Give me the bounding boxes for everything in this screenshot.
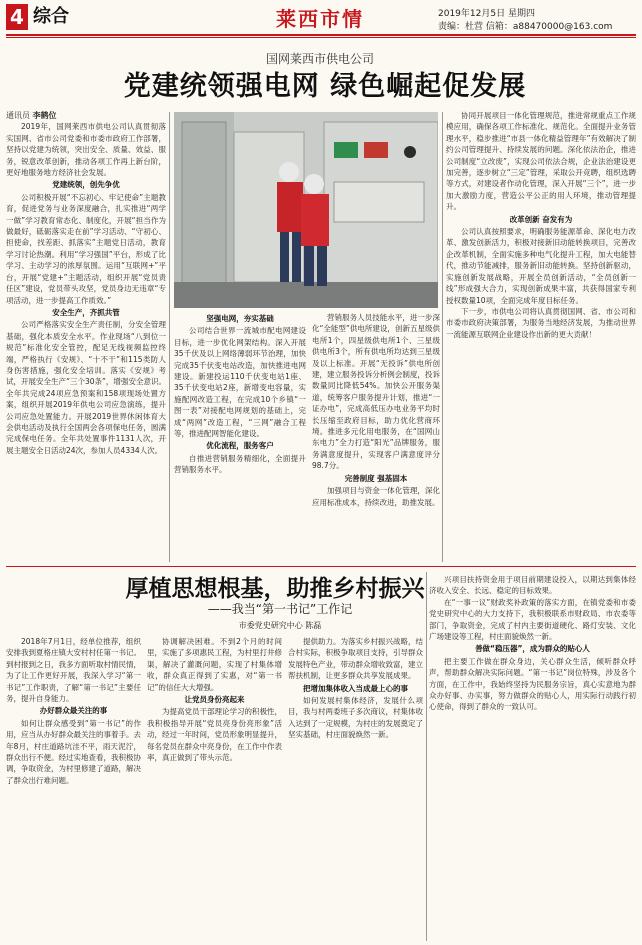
subheading: 优化流程，服务客户 — [206, 441, 274, 451]
article2-column-1 — [6, 636, 141, 941]
paragraph: 如何发展村集体经济，发展什么项目，我与村两委班子多次商议，村集体收入达到了一定规模，为村庄的发展奠定了坚实基础，村庄面貌焕然一新。 — [288, 696, 423, 740]
column-divider — [442, 112, 443, 562]
section-title: 综合 — [33, 6, 69, 27]
article1-column-3 — [312, 312, 440, 562]
article2-column-4 — [429, 574, 636, 941]
column-divider — [426, 572, 427, 941]
article1-photo-electricians — [174, 112, 438, 308]
paragraph: 把主要工作做在群众身边，关心群众生活，倾听群众呼声，帮助群众解决实际问题。“第一书记”岗位特殊，涉及各个方面，在工作中，我始终坚持为民服务宗旨，真心实意地为群众办好事、办实事，努力做群众的贴心人，用实际行动践行初心使命，得到了群众的一致认可。 — [429, 656, 636, 712]
article1-column-2 — [174, 312, 306, 562]
subheading: 党建统领，创先争优 — [52, 180, 120, 190]
subheading: 完善制度 强基固本 — [344, 473, 408, 483]
article1-kicker: 国网莱西市供电公司 — [265, 52, 374, 66]
byline-name: 李鹤位 — [32, 111, 57, 120]
article2-byline: 市委党史研究中心 陈磊 — [238, 621, 322, 630]
paragraph: 协同开展项目一体化管理规范，推进常规重点工作规模应用，确保各项工作标准化、规范化。全面提升业务管理水平，稳步推进“市县一体化精益管理年”有效解决了制约公司管理提升、持续发展的问题。深化依法治企，推进公司制度“立改废”，实现公司依法合规，企业法治建设更加完善，逐步树立“三定”管理，采取公开竞聘，组织选聘等方式，对建设者作动化管理，深入开展“三个”，进一步加大激励力度，营造公平公正的用人环境，推动管理提升。 — [446, 111, 636, 212]
paragraph: 2018年7月1日，经单位推荐，组织安排我到夏格庄镇大安村村任第一书记。到村报到之日，我多方面听取村情民情，为了让工作更好开展，我深入学习“第一书记”工作职责，了解“第一书记”主要任务，提升自身能力。 — [6, 637, 141, 704]
article-separator — [6, 566, 636, 567]
subheading: 善做“稳压器”，成为群众的贴心人 — [475, 644, 590, 654]
subheading: 办好群众最关注的事 — [39, 706, 108, 716]
article1-byline — [6, 110, 166, 121]
byline-label: 通讯员 — [6, 111, 30, 120]
subheading: 让党员身份亮起来 — [184, 695, 245, 705]
header-divider-thin — [6, 37, 636, 38]
subheading: 改革创新 奋发有为 — [509, 214, 573, 224]
paragraph: 公司结合世界一流城市配电网建设目标，进一步优化网架结构。深入开展35千伏及以上网络薄弱环节治理，加快完成35千伏变电站改造，加快推进电网建设。新建投运110千伏变电站1座、35千伏变电站2座，新增变电容量，实施配网改造工程，在完成10个乡镇“一图一表”对接配电网规划的基础上，完成“两网”改造工程，“三网”融合工程等，推进配网智能化建设。 — [174, 326, 306, 439]
column-divider — [169, 112, 170, 562]
article1-column-4 — [446, 110, 636, 562]
paragraph: 提供助力。为落实乡村振兴战略，结合村实际，积极争取项目支持，引导群众发展特色产业，带动群众增收致富，建立帮扶机制，让更多群众共享发展成果。 — [288, 637, 423, 681]
article2-subtitle: ——我当“第一书记”工作记 — [207, 602, 353, 616]
editor-contact: 责编：杜营 信箱：a88470000@163.com — [438, 22, 613, 32]
paragraph: 营销服务人员技能水平，进一步深化“全能型”供电所建设，创新五星级供电所1个，四星级供电所1个、三星级供电所3个，所有供电所均达到三星级及以上标准。开展“无投诉”供电所创建，建立服务投诉分析例会制度，投诉数量同比降低54%。加快公开服务渠道，统筹客户服务提升计划，推进“一证办电”，完成高低压办电业务平均时长压缩至政府目标，助力优化营商环境。推进多元化用电服务，在“国网山东电力”全力打造“阳光”品牌服务，服务满意度提升，实现客户满意度评分98.7分。 — [312, 313, 440, 471]
paragraph: 公司积极开展“不忘初心、牢记使命”主题教育，促进党务与业务深度融合，扎实推进“两学一做”学习教育常态化、制度化，开展“担当作为做最好，砥砺落实走在前”学习活动、“守初心、担使命，找差距、抓落实”主题党日活动，教育学习讨论热潮。利用“学习强国”平台，形成了比学习、主动学习的浓厚氛围。运用“互联网+”平台，开展“党建+”主题活动，组织开展“党员责任区”建设，党员带头攻坚，党员身边无违章“专项活动，进一步提高工作质效。” — [6, 192, 166, 305]
paragraph: 自推进营销服务精细化，全面提升营销服务水平。 — [174, 453, 306, 475]
paragraph: 加强项目与资金一体化管理，深化应用标准成本，持续改进，助推发展。 — [312, 486, 440, 507]
article1-column-1 — [6, 110, 166, 560]
photo-illustration — [174, 112, 438, 308]
newspaper-masthead: 莱西市情 — [276, 7, 364, 31]
article2-column-3 — [288, 636, 423, 941]
subheading: 安全生产，齐抓共管 — [52, 307, 120, 317]
paragraph: 协调解决困难。不到2个月的时间里，实施了多项惠民工程，为村里打井修渠，解决了灌溉问题，实现了村集体增收，群众真正得到了实惠，对“第一书记”的信任大大增强。 — [147, 637, 282, 692]
paragraph: 为提高党员干部理论学习的积极性，我积极指导开展“党员亮身份亮形象”活动，经过一年时间，党员形象明显提升，每名党员在群众中亮身份，在工作中作表率，真正做到了带头示范。 — [147, 707, 282, 763]
article2-headline: 厚植思想根基，助推乡村振兴 — [125, 575, 425, 602]
issue-date: 2019年12月5日 星期四 — [438, 9, 535, 19]
subheading: 把增加集体收入当成最上心的事 — [303, 683, 408, 693]
article2-column-2 — [147, 636, 282, 941]
paragraph: 兴项目扶持资金用于项目前期建设投入，以期达到集体经济收入安全、长远、稳定的目标效果。 — [429, 575, 636, 596]
paragraph: 2019年，国网莱西市供电公司认真贯彻落实国网、省市公司党委和市委市政府工作部署，坚持以党建为统领，突出安全、质量、效益、服务，锐意改革创新，推动各项工作再上新台阶，更好地服务地方经济社会发展。 — [6, 122, 166, 178]
page-header — [0, 0, 642, 40]
paragraph: 如何让群众感受到“第一书记”的作用，应当从办好群众最关注的事着手。去年8月，村庄道路坑洼不平，雨天泥泞，群众出行不便。经过实地查看，我积极协调，争取资金，为村里修建了道路，解决了群众出行难问题。 — [6, 718, 141, 785]
page-number-badge: 4 — [6, 4, 28, 30]
paragraph: 下一步，市供电公司将认真贯彻国网、省、市公司和市委市政府决策部署，为服务当地经济发展，为推动世界一流能源互联网企业建设作出新的更大贡献！ — [446, 306, 636, 339]
paragraph: 公司严格落实安全生产责任制，分安全管理基础，强化本质安全水平。作业现场“八到位一规范”标准化安全管控，配足无线视频监控终端，严格执行《安规》、“十不干”和115类防人身伤害措施，强化安全培训。落实《安规》考试，开展安全生产“三个30条”，增强安全意识。全年共完成24项应急预案和158项现场处置方案，组织开展2019年供电公司应急演练，提升公司应急处置能力。开展2019世界休闲体育大会供电活动及执行全国两会各项保电任务，圆满完成保电任务。全年共处置事件1131人次，开展主题安全日活动24次，参加人员4334人次。 — [6, 320, 166, 455]
header-divider — [6, 34, 636, 36]
article1-headline: 党建统领强电网 绿色崛起促发展 — [123, 71, 527, 102]
paragraph: 在“一事一议”财政奖补政策的落实方面，在镇党委和市委党史研究中心的大力支持下，我积极联系市财政局、市农委等部门，争取资金，完成了村内主要街道硬化、路灯安装、文化广场建设等工程，村庄面貌焕然一新。 — [429, 597, 636, 642]
subheading: 坚强电网，夯实基础 — [206, 314, 274, 323]
paragraph: 公司认真按照要求，明确服务能源革命、深化电力改革、激发创新活力，积极对接新旧动能转换项目，完善改企改革机制，全面实施多种电气化提升工程，加大电能替代，推动节能减排，服务新旧动能转换。坚持创新驱动，实施创新发展战略，开展全员创新活动，“全员创新一线”形成强大合力，实现创新成果丰富，共获得国家专利授权数量10项，全面完成年度目标任务。 — [446, 227, 636, 305]
